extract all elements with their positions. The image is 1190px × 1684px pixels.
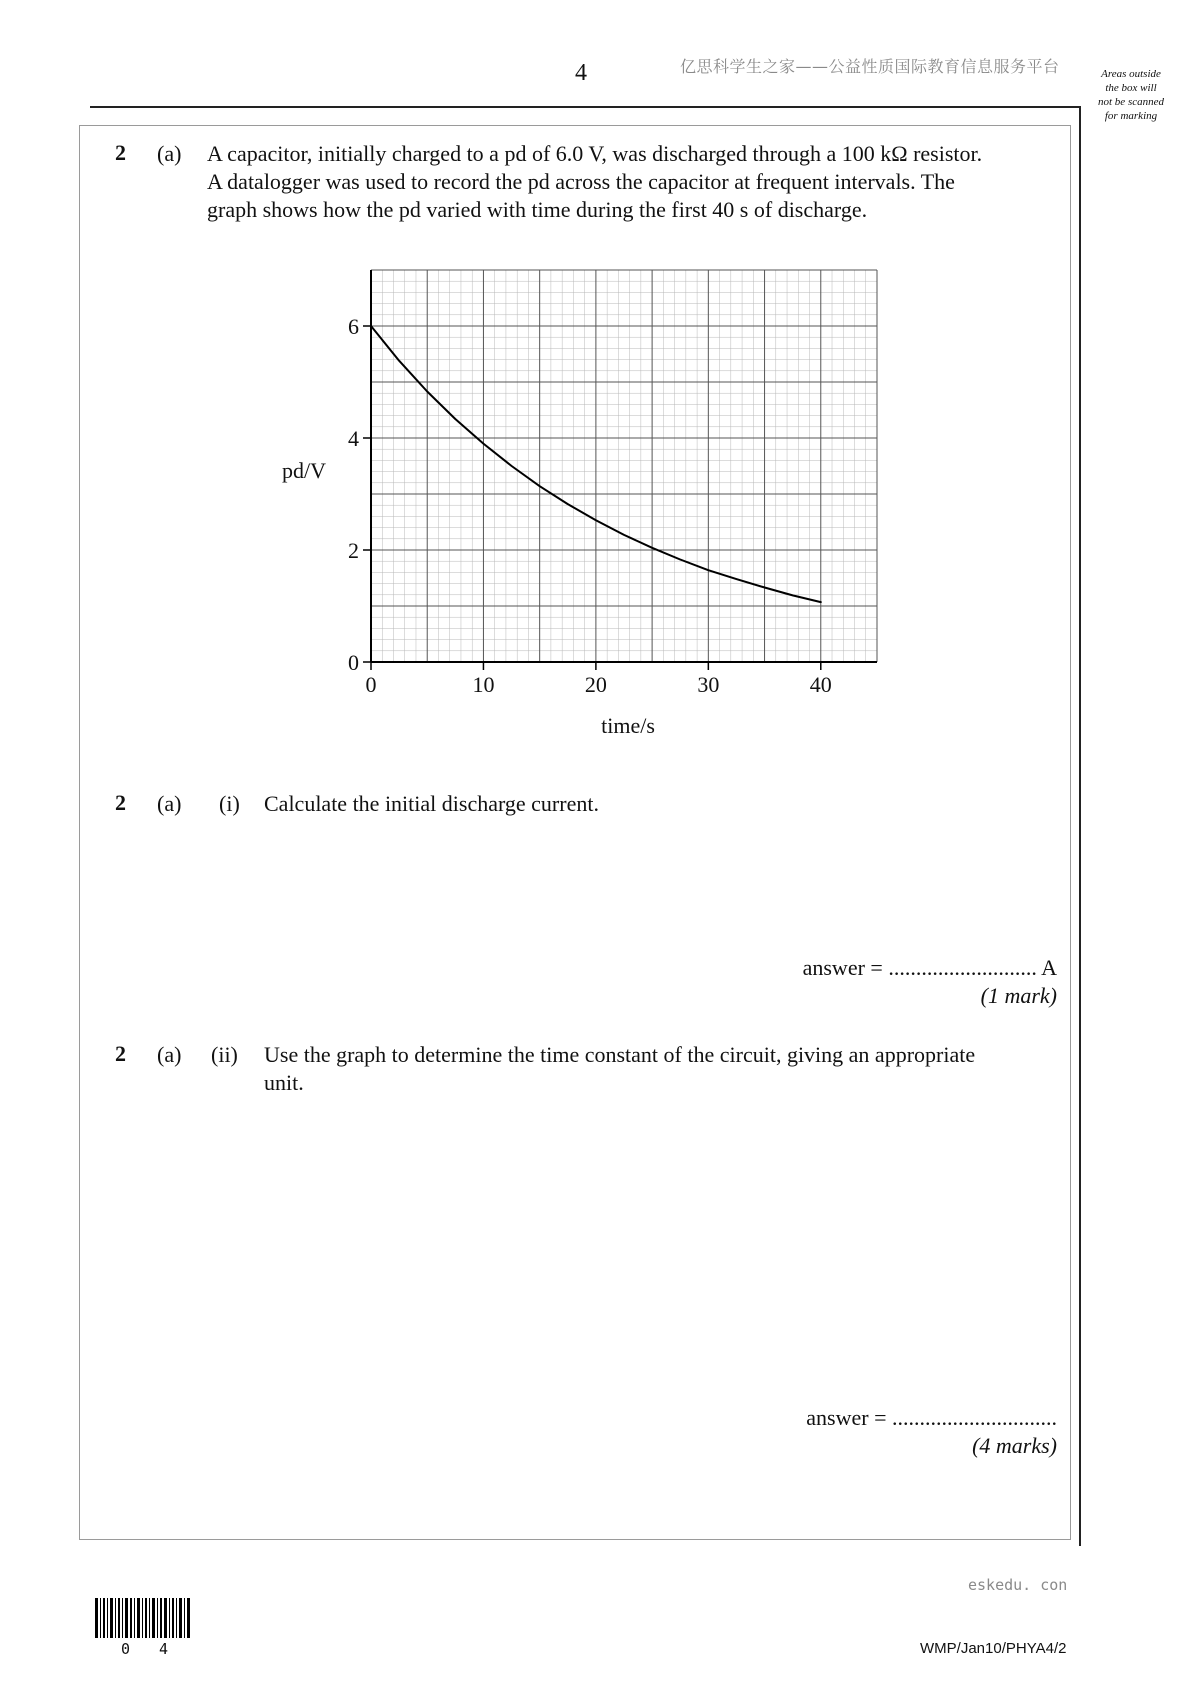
x-tick-label: 40 (809, 672, 832, 697)
question-part: (a) (157, 791, 182, 816)
question-part: (a) (157, 141, 182, 166)
margin-note (1085, 67, 1177, 123)
grid-minor (371, 270, 877, 662)
paper-code: WMP/Jan10/PHYA4/2 (920, 1640, 1067, 1657)
margin-note-line: the box will (1105, 82, 1157, 94)
x-tick-label: 20 (584, 672, 607, 697)
y-tick-label: 4 (348, 426, 359, 451)
barcode-icon (95, 1598, 190, 1638)
grid-major (371, 270, 877, 662)
question-2a-i-text: Calculate the initial discharge current. (264, 791, 599, 816)
question-2a-text (207, 140, 1067, 224)
question-2a-line: A datalogger was used to record the pd across the capacitor at frequent intervals. The (207, 169, 955, 194)
question-2a-line: graph shows how the pd varied with time during the first 40 s of discharge. (207, 197, 868, 222)
question-number: 2 (115, 140, 126, 165)
question-2a-line: A capacitor, initially charged to a pd of 6.0 V, was discharged through a 100 kΩ resistor. (207, 141, 983, 166)
question-part: (a) (157, 1042, 182, 1067)
marks-2a-ii: (4 marks) (972, 1433, 1057, 1458)
y-tick-label: 6 (348, 314, 359, 339)
question-number: 2 (115, 1041, 126, 1066)
question-2a-ii-line: unit. (264, 1070, 304, 1095)
x-tick-label: 10 (472, 672, 495, 697)
question-number: 2 (115, 790, 126, 815)
discharge-graph-svg (270, 255, 910, 745)
x-tick-label: 30 (697, 672, 720, 697)
footer-watermark: eskedu. con (968, 1576, 1068, 1594)
barcode-digits: 0 4 (121, 1640, 179, 1658)
margin-note-line: not be scanned (1098, 96, 1164, 108)
right-margin-rule (1079, 106, 1081, 1546)
question-2a-ii-text (264, 1041, 1064, 1097)
margin-note-line: Areas outside (1101, 68, 1161, 80)
y-axis-label: pd/V (282, 458, 326, 483)
axes (371, 270, 877, 662)
page-number: 4 (575, 60, 587, 86)
x-axis-label: time/s (601, 713, 655, 738)
tick-marks (363, 326, 821, 670)
answer-line-2a-ii[interactable]: answer = .............................. (806, 1405, 1057, 1430)
header-watermark: 亿思科学生之家——公益性质国际教育信息服务平台 (680, 57, 1060, 76)
question-2a-ii-line: Use the graph to determine the time constant of the circuit, giving an appropriate (264, 1042, 976, 1067)
y-tick-label: 0 (348, 650, 359, 675)
question-subpart: (i) (219, 791, 240, 816)
marks-2a-i: (1 mark) (980, 983, 1057, 1008)
y-tick-label: 2 (348, 538, 359, 563)
margin-note-line: for marking (1104, 110, 1158, 122)
question-subpart: (ii) (211, 1042, 238, 1067)
answer-line-2a-i[interactable]: answer = ........................... A (802, 955, 1057, 980)
top-rule (90, 106, 1080, 108)
x-tick-label: 0 (365, 672, 377, 697)
discharge-graph (270, 255, 910, 745)
